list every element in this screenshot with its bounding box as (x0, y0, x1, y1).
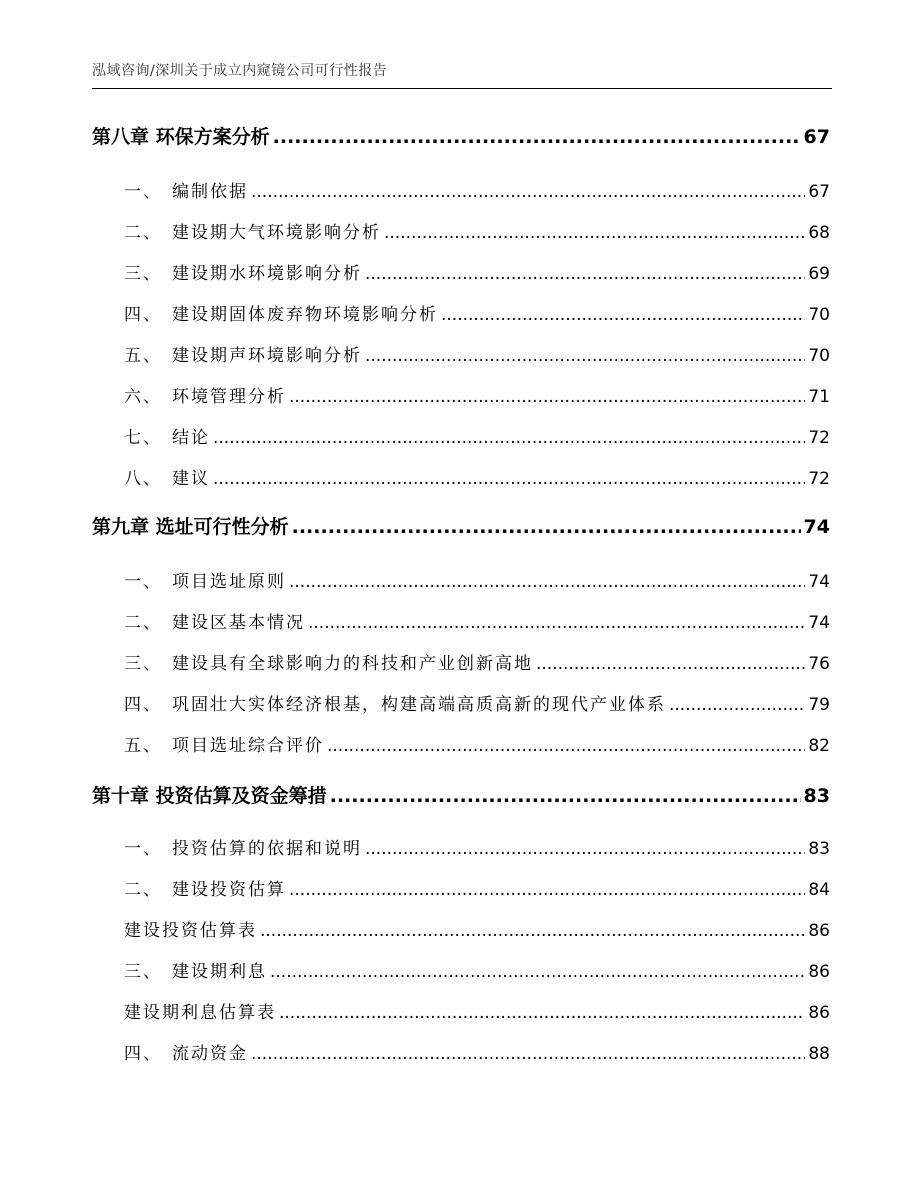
toc-page-number: 72 (808, 469, 830, 489)
toc-page-number: 86 (808, 921, 830, 941)
dot-leader (251, 182, 805, 202)
dot-leader (441, 305, 805, 325)
toc-title: 建设期大气环境影响分析 (172, 223, 381, 243)
toc-section-number: 四、 (124, 1044, 162, 1064)
toc-section-number: 五、 (124, 346, 162, 366)
dot-leader (270, 962, 805, 982)
toc-section-number: 一、 (124, 572, 162, 592)
dot-leader (365, 264, 805, 284)
toc-title: 投资估算的依据和说明 (172, 839, 362, 859)
dot-leader (279, 1003, 805, 1023)
toc-title: 建设期利息估算表 (124, 1003, 276, 1023)
toc-section[interactable] (92, 341, 830, 366)
dot-leader (251, 1044, 805, 1064)
dot-leader (213, 428, 805, 448)
dot-leader (330, 785, 801, 807)
toc-section-number: 二、 (124, 223, 162, 243)
toc-table-entry[interactable] (92, 998, 830, 1023)
toc-title: 建设期声环境影响分析 (172, 346, 362, 366)
toc-section[interactable] (92, 259, 830, 284)
toc-page-number: 74 (808, 613, 830, 633)
toc-section-number: 一、 (124, 839, 162, 859)
toc-title: 建设区基本情况 (172, 613, 305, 633)
toc-page-number: 67 (808, 182, 830, 202)
toc-section-number: 三、 (124, 962, 162, 982)
toc-section[interactable] (92, 875, 830, 900)
toc-page-number: 71 (808, 387, 830, 407)
toc-title: 结论 (172, 428, 210, 448)
toc-page-number: 84 (808, 880, 830, 900)
toc-title: 建设期固体废弃物环境影响分析 (172, 305, 438, 325)
toc-page-number: 82 (808, 736, 830, 756)
toc-section-number: 五、 (124, 736, 162, 756)
toc-section[interactable] (92, 649, 830, 674)
toc-page-number: 74 (808, 572, 830, 592)
toc-page-number: 74 (803, 516, 830, 538)
toc-chapter[interactable] (92, 122, 830, 149)
toc-page-number: 70 (808, 305, 830, 325)
dot-leader (289, 387, 805, 407)
toc-page-number: 86 (808, 962, 830, 982)
header-divider (92, 88, 832, 89)
toc-section[interactable] (92, 957, 830, 982)
toc-page-number: 67 (803, 126, 830, 148)
toc-chapter[interactable] (92, 512, 830, 539)
toc-section-number: 二、 (124, 613, 162, 633)
dot-leader (365, 839, 805, 859)
toc-page-number: 79 (808, 695, 830, 715)
toc-section[interactable] (92, 218, 830, 243)
dot-leader (213, 469, 805, 489)
toc-section[interactable] (92, 608, 830, 633)
dot-leader (292, 516, 801, 538)
toc-section-number: 八、 (124, 469, 162, 489)
toc-page-number: 72 (808, 428, 830, 448)
dot-leader (536, 654, 805, 674)
toc-title: 项目选址原则 (172, 572, 286, 592)
toc-section[interactable] (92, 1039, 830, 1064)
toc-title: 编制依据 (172, 182, 248, 202)
page-header: 泓域咨询/深圳关于成立内窥镜公司可行性报告 (92, 63, 388, 79)
toc-title: 流动资金 (172, 1044, 248, 1064)
dot-leader (669, 695, 805, 715)
dot-leader (384, 223, 805, 243)
toc-title: 第八章 环保方案分析 (92, 126, 270, 148)
toc-section[interactable] (92, 690, 830, 715)
toc-section[interactable] (92, 464, 830, 489)
toc-section[interactable] (92, 567, 830, 592)
toc-section[interactable] (92, 731, 830, 756)
toc-page-number: 83 (803, 785, 830, 807)
toc-page-number: 70 (808, 346, 830, 366)
toc-page-number: 68 (808, 223, 830, 243)
toc-chapter[interactable] (92, 781, 830, 808)
toc-title: 巩固壮大实体经济根基，构建高端高质高新的现代产业体系 (172, 695, 666, 715)
toc-table-entry[interactable] (92, 916, 830, 941)
toc-section-number: 四、 (124, 695, 162, 715)
toc-page-number: 76 (808, 654, 830, 674)
dot-leader (327, 736, 805, 756)
toc-title: 环境管理分析 (172, 387, 286, 407)
toc-section-number: 七、 (124, 428, 162, 448)
toc-page-number: 69 (808, 264, 830, 284)
toc-section[interactable] (92, 423, 830, 448)
dot-leader (365, 346, 805, 366)
dot-leader (289, 880, 805, 900)
toc-title: 建设期水环境影响分析 (172, 264, 362, 284)
toc-title: 建议 (172, 469, 210, 489)
toc-section-number: 六、 (124, 387, 162, 407)
toc-title: 建设期利息 (172, 962, 267, 982)
dot-leader (273, 126, 801, 148)
toc-title: 项目选址综合评价 (172, 736, 324, 756)
dot-leader (308, 613, 805, 633)
toc-title: 建设投资估算 (172, 880, 286, 900)
toc-section-number: 一、 (124, 182, 162, 202)
toc-section[interactable] (92, 177, 830, 202)
toc-section-number: 四、 (124, 305, 162, 325)
toc-title: 第十章 投资估算及资金筹措 (92, 785, 327, 807)
toc-section[interactable] (92, 382, 830, 407)
toc-section-number: 二、 (124, 880, 162, 900)
toc-section[interactable] (92, 300, 830, 325)
dot-leader (289, 572, 805, 592)
dot-leader (260, 921, 805, 941)
toc-title: 第九章 选址可行性分析 (92, 516, 289, 538)
toc-title: 建设投资估算表 (124, 921, 257, 941)
toc-section-number: 三、 (124, 654, 162, 674)
toc-page-number: 88 (808, 1044, 830, 1064)
toc-title: 建设具有全球影响力的科技和产业创新高地 (172, 654, 533, 674)
toc-section-number: 三、 (124, 264, 162, 284)
toc-section[interactable] (92, 834, 830, 859)
toc-page-number: 83 (808, 839, 830, 859)
toc-page-number: 86 (808, 1003, 830, 1023)
